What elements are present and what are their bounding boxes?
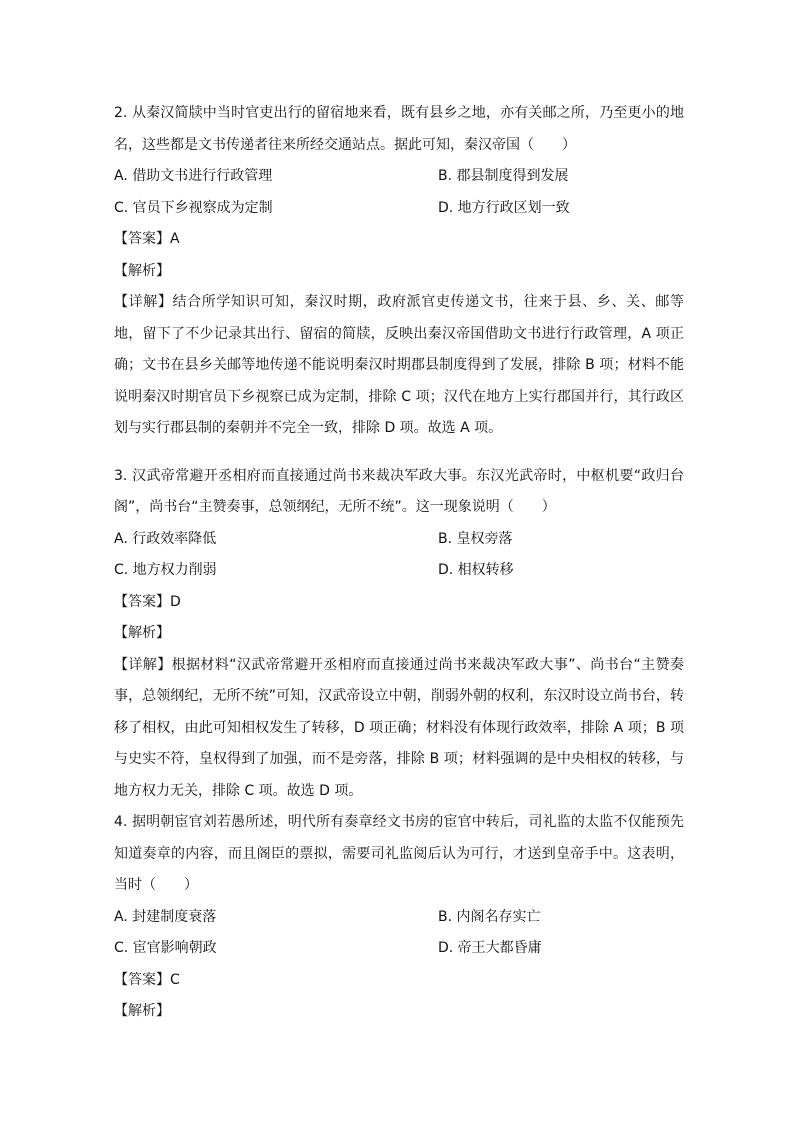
- question-stem: 2. 从秦汉简牍中当时官吏出行的留宿地来看，既有县乡之地，亦有关邮之所，乃至更小的地名，这些都是文书传递者往来所经交通站点。据此可知，秦汉帝国（ ）: [114, 105, 684, 153]
- option-c: C. 官员下乡视察成为定制: [114, 199, 273, 216]
- document-page: [114, 98, 684, 1028]
- option-b: B. 皇权旁落: [438, 530, 513, 547]
- option-b: B. 内阁名存实亡: [438, 908, 541, 925]
- analysis-label: 【解析】: [114, 625, 170, 641]
- question-stem: 4. 据明朝宦官刘若愚所述，明代所有奏章经文书房的宦官中转后，司礼监的太监不仅能预先知道奏章的内容，而且阁臣的票拟，需要司礼监阅后认为可行，才送到皇帝手中。这表明，当时（ ）: [114, 814, 684, 893]
- option-b: B. 郡县制度得到发展: [438, 168, 569, 184]
- options-list: [114, 524, 684, 587]
- option-d: D. 帝王大都昏庸: [438, 940, 542, 956]
- option-d: D. 相权转移: [438, 562, 514, 578]
- option-a: A. 借助文书进行行政管理: [114, 168, 273, 184]
- options-list: [114, 902, 684, 965]
- option-c: C. 宦官影响朝政: [114, 940, 217, 956]
- option-d: D. 地方行政区划一致: [438, 199, 570, 216]
- answer-label: 【答案】A: [114, 231, 180, 247]
- analysis-label: 【解析】: [114, 262, 170, 279]
- question-2: [114, 98, 684, 445]
- answer-label: 【答案】C: [114, 971, 180, 988]
- option-a: A. 封建制度衰落: [114, 908, 217, 925]
- detail-text: 【详解】根据材料“汉武帝常避开丞相府而直接通过尚书来裁决军政大事”、尚书台“主赞奏事，总领纲纪，无所不统”可知，汉武帝设立中朝，削弱外朝的权利，东汉时设立尚书台，转移了相权，由此可知相权发生了转移，D 项正确；材料没有体现行政效率，排除 A 项；B 项与史实不符，皇权得到了加强，而不是旁落，排除 B 项；材料强调的是中央相权的转移，与地方权力无关，排除 C 项。故选 D 项。: [114, 656, 684, 799]
- option-c: C. 地方权力削弱: [114, 562, 217, 578]
- question-stem: 3. 汉武帝常避开丞相府而直接通过尚书来裁决军政大事。东汉光武帝时，中枢机要“政归台阁”，尚书台“主赞奏事，总领纲纪，无所不统”。这一现象说明（ ）: [114, 467, 684, 515]
- analysis-label: 【解析】: [114, 1003, 170, 1019]
- detail-text: 【详解】结合所学知识可知，秦汉时期，政府派官吏传递文书，往来于县、乡、关、邮等地，留下了不少记录其出行、留宿的简牍，反映出秦汉帝国借助文书进行行政管理，A 项正确；文书在县乡关邮等地传递不能说明秦汉时期郡县制度得到了发展，排除 B 项；材料不能说明秦汉时期官员下乡视察已成为定制，排除 C 项；汉代在地方上实行郡国并行，其行政区划与实行郡县制的秦朝并不完全一致，排除 D 项。故选 A 项。: [114, 294, 684, 436]
- options-list: [114, 161, 684, 224]
- question-3: [114, 461, 684, 808]
- option-a: A. 行政效率降低: [114, 530, 217, 547]
- spacer: [114, 445, 684, 461]
- answer-label: 【答案】D: [114, 593, 181, 610]
- question-4: [114, 807, 684, 1028]
